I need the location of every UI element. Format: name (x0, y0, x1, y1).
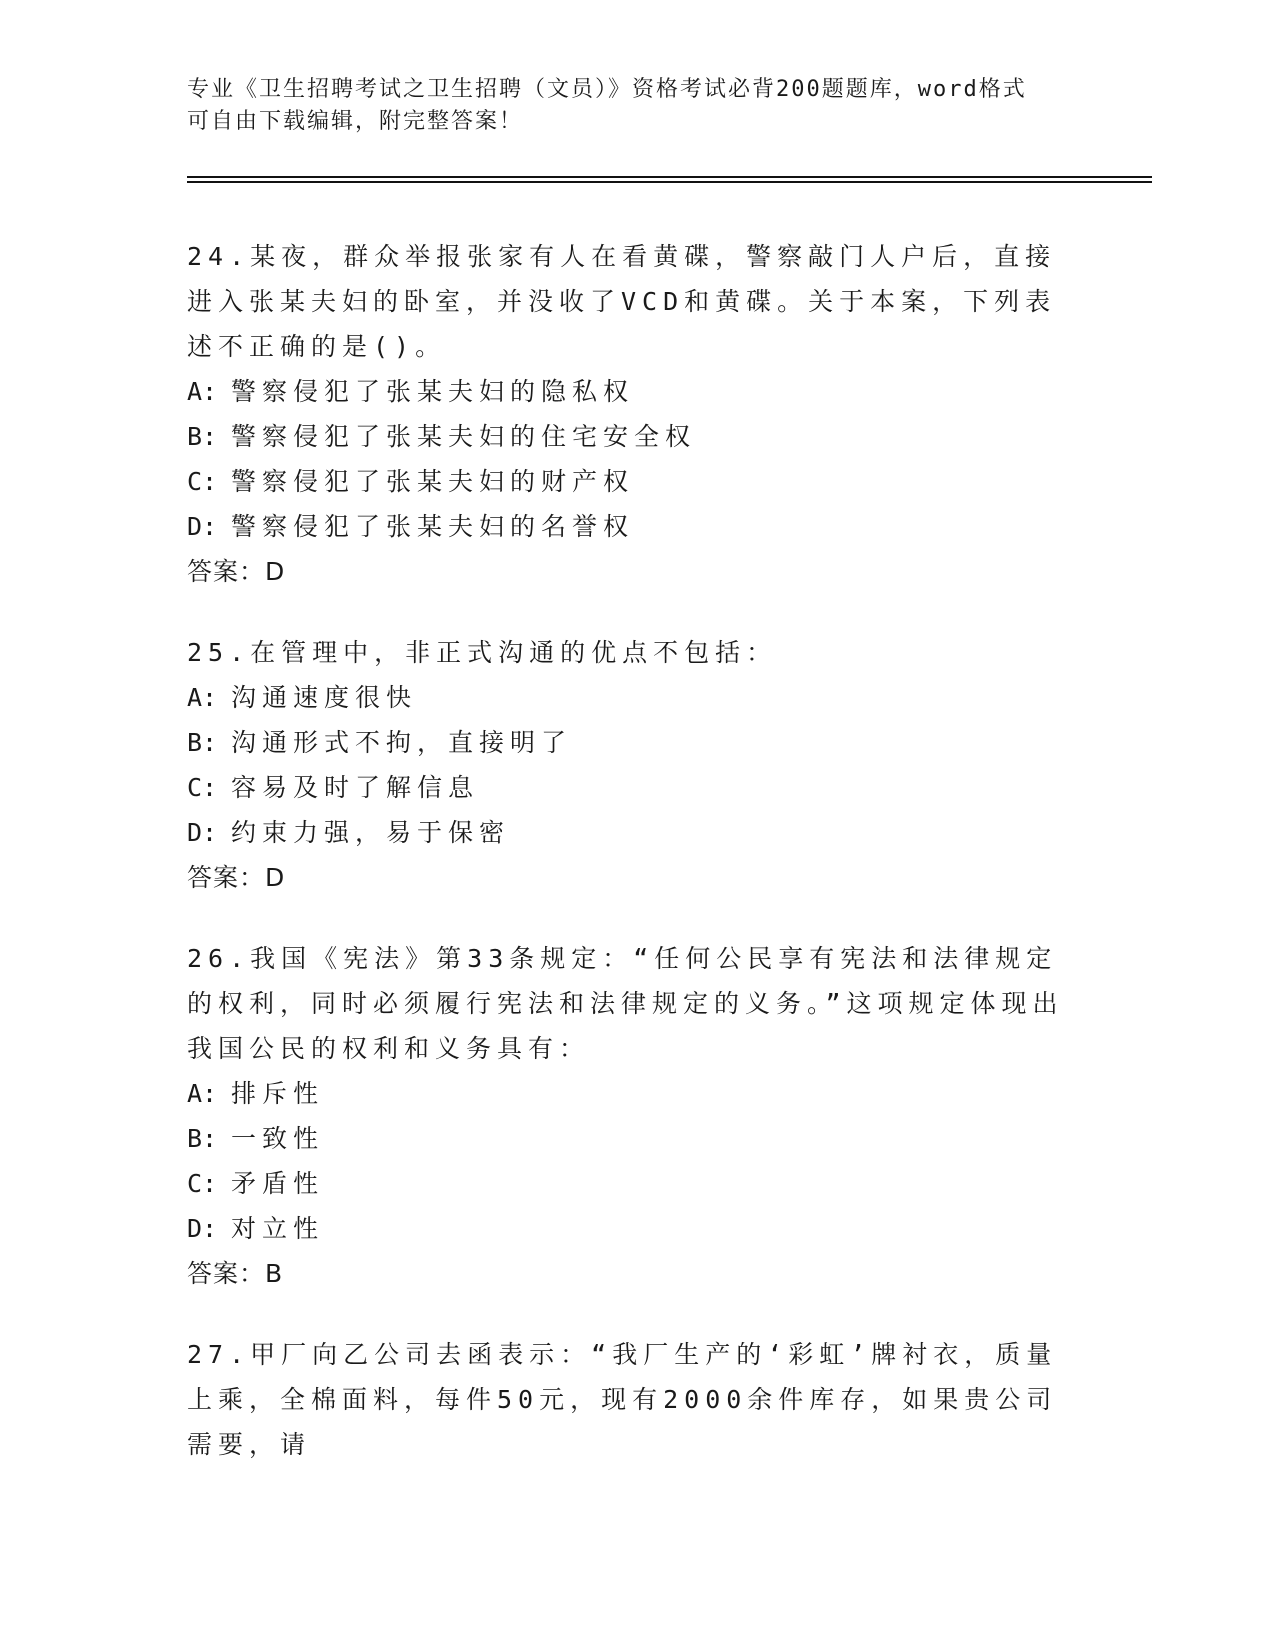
question-27 (187, 1332, 1087, 1467)
option-text: 排斥性 (231, 1079, 325, 1108)
option-letter: B: (187, 1124, 218, 1153)
option-letter: A: (187, 683, 218, 712)
option-letter: B: (187, 728, 218, 757)
option-letter: C: (187, 1169, 218, 1198)
option-letter: A: (187, 377, 218, 406)
option-a (187, 1071, 1087, 1116)
option-text: 矛盾性 (231, 1169, 325, 1198)
option-text: 对立性 (231, 1214, 325, 1243)
option-text: 容易及时了解信息 (231, 773, 480, 802)
option-b (187, 720, 1087, 765)
answer-label: 答案：D (187, 557, 286, 586)
question-25 (187, 630, 1087, 900)
option-b (187, 1116, 1087, 1161)
option-d (187, 1206, 1087, 1251)
option-text: 一致性 (231, 1124, 325, 1153)
option-text: 警察侵犯了张某夫妇的住宅安全权 (231, 422, 697, 451)
option-c (187, 765, 1087, 810)
option-letter: D: (187, 818, 218, 847)
option-text: 约束力强，易于保密 (231, 818, 511, 847)
question-stem: 27.甲厂向乙公司去函表示：“我厂生产的‘彩虹’牌衬衣，质量上乘，全棉面料，每件50元，现有2000余件库存，如果贵公司需要，请 (187, 1340, 1058, 1459)
option-b (187, 414, 1087, 459)
document-header (187, 74, 1067, 138)
question-24 (187, 234, 1087, 594)
option-letter: D: (187, 512, 218, 541)
option-text: 警察侵犯了张某夫妇的名誉权 (231, 512, 635, 541)
option-c (187, 1161, 1087, 1206)
option-d (187, 810, 1087, 855)
option-a (187, 675, 1087, 720)
option-text: 沟通速度很快 (231, 683, 418, 712)
option-letter: C: (187, 773, 218, 802)
question-stem: 24.某夜，群众举报张家有人在看黄碟，警察敲门人户后，直接进入张某夫妇的卧室，并没收了VCD和黄碟。关于本案，下列表述不正确的是()。 (187, 242, 1057, 361)
header-line-2: 可自由下载编辑，附完整答案！ (187, 109, 524, 134)
answer-label: 答案：B (187, 1259, 284, 1288)
question-list (187, 234, 1087, 1503)
option-letter: C: (187, 467, 218, 496)
option-letter: B: (187, 422, 218, 451)
question-stem: 26.我国《宪法》第33条规定：“任何公民享有宪法和法律规定的权利，同时必须履行宪法和法律规定的义务。”这项规定体现出我国公民的权利和义务具有： (187, 944, 1064, 1063)
header-line-1: 专业《卫生招聘考试之卫生招聘（文员）》资格考试必背200题题库，word格式 (187, 77, 1027, 102)
option-text: 警察侵犯了张某夫妇的隐私权 (231, 377, 635, 406)
option-a (187, 369, 1087, 414)
option-d (187, 504, 1087, 549)
option-text: 沟通形式不拘，直接明了 (231, 728, 573, 757)
answer-label: 答案：D (187, 863, 286, 892)
question-stem: 25.在管理中，非正式沟通的优点不包括： (187, 638, 778, 667)
option-letter: A: (187, 1079, 218, 1108)
option-c (187, 459, 1087, 504)
option-letter: D: (187, 1214, 218, 1243)
header-divider-top (187, 176, 1152, 178)
header-divider-bottom (187, 181, 1152, 183)
option-text: 警察侵犯了张某夫妇的财产权 (231, 467, 635, 496)
question-26 (187, 936, 1087, 1296)
